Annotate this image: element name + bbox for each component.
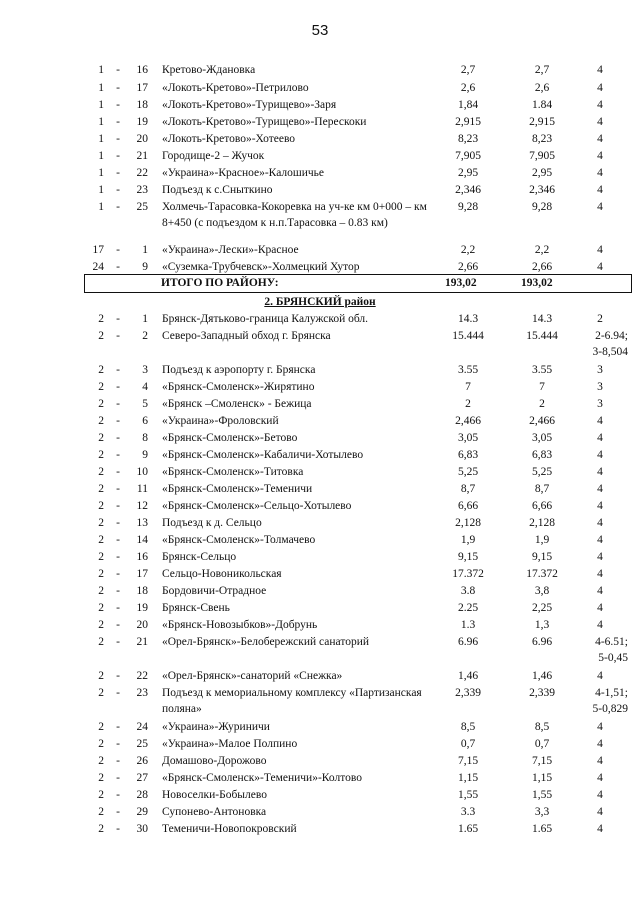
length-value-2: 2,25 [531,602,553,614]
length-value-1: 9,28 [457,201,479,213]
length-value-2: 1,15 [531,772,553,784]
row-dash: - [116,449,120,461]
category-value: 3 [597,364,603,376]
row-dash: - [116,364,120,376]
row-group-number: 2 [98,789,104,801]
road-name: Городище-2 – Жучок [162,150,265,162]
row-dash: - [116,772,120,784]
row-number: 11 [136,483,148,495]
length-value-1: 3.3 [460,806,476,818]
row-group-number: 1 [98,99,104,111]
page-number: 53 [311,22,329,39]
length-value-2: 3.55 [531,364,553,376]
category-value: 4 [597,133,603,145]
row-group-number: 2 [98,534,104,546]
row-number: 5 [142,398,148,410]
road-name: «Брянск –Смоленск» - Бежица [162,398,312,410]
length-value-1: 14.3 [457,313,479,325]
length-value-2: 8,23 [531,133,553,145]
length-value-1: 2,2 [460,244,476,256]
row-group-number: 17 [92,244,104,256]
total-label: ИТОГО ПО РАЙОНУ: [161,277,279,289]
category-value: 4 [597,150,603,162]
row-dash: - [116,398,120,410]
length-value-1: 2,128 [455,517,481,529]
length-value-1: 2,346 [455,184,481,196]
length-value-2: 2,6 [534,82,550,94]
category-value: 2-6.94; 3-8,504 [592,330,628,358]
length-value-1: 7 [465,381,471,393]
row-dash: - [116,313,120,325]
row-group-number: 2 [98,313,104,325]
length-value-1: 1,9 [460,534,476,546]
row-dash: - [116,568,120,580]
row-dash: - [116,82,120,94]
row-number: 6 [142,415,148,427]
category-value: 4 [597,806,603,818]
length-value-2: 2,466 [529,415,555,427]
road-name: Подъезд к мемориальному комплексу «Партизанская поляна» [162,687,422,715]
row-number: 12 [136,500,148,512]
road-name: «Брянск-Смоленск»-Бетово [162,432,298,444]
row-number: 9 [142,261,148,273]
row-number: 24 [136,721,148,733]
road-name: Теменичи-Новопокровский [162,823,297,835]
category-value: 4 [597,619,603,631]
row-group-number: 2 [98,432,104,444]
row-group-number: 2 [98,517,104,529]
row-number: 22 [136,167,148,179]
length-value-1: 3.55 [457,364,479,376]
length-value-1: 3.8 [460,585,476,597]
row-number: 22 [136,670,148,682]
length-value-1: 6.96 [457,636,479,648]
row-group-number: 1 [98,64,104,76]
road-name: «Брянск-Смоленск»-Сельцо-Хотылево [162,500,352,512]
category-value: 4 [597,466,603,478]
row-dash: - [116,534,120,546]
row-group-number: 2 [98,415,104,427]
category-value: 4 [597,261,603,273]
total-value-2: 193,02 [521,277,553,289]
row-dash: - [116,167,120,179]
length-value-1: 2,466 [455,415,481,427]
row-dash: - [116,432,120,444]
row-number: 3 [142,364,148,376]
row-group-number: 2 [98,364,104,376]
length-value-2: 15.444 [526,330,558,342]
row-number: 9 [142,449,148,461]
row-dash: - [116,150,120,162]
length-value-1: 17.372 [452,568,484,580]
road-name: «Суземка-Трубчевск»-Холмецкий Хутор [162,261,360,273]
row-group-number: 2 [98,687,104,699]
row-group-number: 2 [98,381,104,393]
category-value: 4 [597,99,603,111]
row-number: 18 [136,585,148,597]
length-value-1: 8,7 [460,483,476,495]
row-dash: - [116,670,120,682]
length-value-1: 6,83 [457,449,479,461]
length-value-1: 15.444 [452,330,484,342]
road-name: «Брянск-Смоленск»-Кабаличи-Хотылево [162,449,364,461]
road-name: Брянск-Дятьково-граница Калужской обл. [162,313,369,325]
row-group-number: 2 [98,636,104,648]
row-dash: - [116,517,120,529]
length-value-2: 9,15 [531,551,553,563]
road-name: «Брянск-Смоленск»-Теменичи»-Колтово [162,772,362,784]
row-number: 20 [136,133,148,145]
row-group-number: 2 [98,585,104,597]
category-value: 4-6.51; 5-0,45 [595,636,628,664]
length-value-1: 6,66 [457,500,479,512]
road-name: «Украина»-Малое Полпино [162,738,298,750]
row-dash: - [116,721,120,733]
row-dash: - [116,133,120,145]
road-name: Кретово-Ждановка [162,64,256,76]
row-dash: - [116,330,120,342]
length-value-1: 7,15 [457,755,479,767]
row-dash: - [116,99,120,111]
road-name: «Украина»-Журиничи [162,721,270,733]
length-value-1: 1,84 [457,99,479,111]
category-value: 4 [597,116,603,128]
district-total-row [84,274,632,293]
row-group-number: 1 [98,201,104,213]
category-value: 4 [597,772,603,784]
row-dash: - [116,381,120,393]
length-value-2: 14.3 [531,313,553,325]
length-value-1: 7,905 [455,150,481,162]
row-number: 16 [136,551,148,563]
row-group-number: 2 [98,602,104,614]
row-number: 23 [136,687,148,699]
length-value-1: 2,6 [460,82,476,94]
length-value-2: 1,46 [531,670,553,682]
road-name: Холмечь-Тарасовка-Кокоревка на уч-ке км 0+000 – км 8+450 (с подъездом к н.п.Тарасовка – 0.83 км) [162,201,427,229]
category-value: 2 [597,313,603,325]
row-number: 18 [136,99,148,111]
row-group-number: 2 [98,330,104,342]
road-name: «Брянск-Смоленск»-Теменичи [162,483,313,495]
length-value-2: 1,9 [534,534,550,546]
category-value: 4 [597,789,603,801]
length-value-2: 0,7 [534,738,550,750]
row-dash: - [116,466,120,478]
category-value: 4 [597,602,603,614]
category-value: 4 [597,721,603,733]
length-value-2: 8,7 [534,483,550,495]
road-name: «Брянск-Новозыбков»-Добрунь [162,619,318,631]
category-value: 4 [597,551,603,563]
road-name: «Локоть-Кретово»-Турищево»-Перескоки [162,116,367,128]
category-value: 4 [597,500,603,512]
row-number: 17 [136,568,148,580]
row-number: 2 [142,330,148,342]
category-value: 4 [597,82,603,94]
length-value-1: 2,915 [455,116,481,128]
row-group-number: 1 [98,116,104,128]
length-value-2: 6.96 [531,636,553,648]
row-number: 20 [136,619,148,631]
length-value-2: 1.84 [531,99,553,111]
length-value-2: 7,15 [531,755,553,767]
row-dash: - [116,415,120,427]
length-value-1: 2,66 [457,261,479,273]
row-number: 25 [136,201,148,213]
row-group-number: 2 [98,466,104,478]
length-value-1: 1,55 [457,789,479,801]
row-dash: - [116,602,120,614]
row-group-number: 2 [98,806,104,818]
row-number: 1 [142,313,148,325]
district-title: 2. БРЯНСКИЙ район [264,296,376,308]
road-name: «Украина»-Лески»-Красное [162,244,299,256]
row-number: 8 [142,432,148,444]
road-name: «Брянск-Смоленск»-Титовка [162,466,304,478]
length-value-2: 8,5 [534,721,550,733]
road-name: «Локоть-Кретово»-Турищево»-Заря [162,99,337,111]
row-dash: - [116,755,120,767]
length-value-1: 2.25 [457,602,479,614]
length-value-1: 2 [465,398,471,410]
road-name: Супонево-Антоновка [162,806,267,818]
row-number: 21 [136,150,148,162]
row-dash: - [116,806,120,818]
length-value-2: 1.65 [531,823,553,835]
road-name: «Украина»-Фроловский [162,415,279,427]
row-number: 19 [136,602,148,614]
length-value-2: 2,128 [529,517,555,529]
row-group-number: 2 [98,721,104,733]
length-value-1: 8,5 [460,721,476,733]
road-name: Брянск-Свень [162,602,230,614]
length-value-1: 1,15 [457,772,479,784]
length-value-2: 9,28 [531,201,553,213]
row-dash: - [116,585,120,597]
row-dash: - [116,64,120,76]
row-group-number: 2 [98,483,104,495]
row-number: 30 [136,823,148,835]
row-number: 10 [136,466,148,478]
row-dash: - [116,636,120,648]
length-value-2: 1,55 [531,789,553,801]
length-value-2: 7 [539,381,545,393]
category-value: 4 [597,483,603,495]
row-number: 14 [136,534,148,546]
row-group-number: 1 [98,133,104,145]
row-group-number: 2 [98,772,104,784]
road-name: «Брянск-Смоленск»-Толмачево [162,534,316,546]
length-value-1: 1,46 [457,670,479,682]
row-dash: - [116,619,120,631]
row-group-number: 2 [98,823,104,835]
length-value-2: 2,346 [529,184,555,196]
road-name: «Локоть-Кретово»-Петрилово [162,82,309,94]
row-dash: - [116,116,120,128]
length-value-1: 2,339 [455,687,481,699]
length-value-2: 6,83 [531,449,553,461]
category-value: 4 [597,517,603,529]
category-value: 4 [597,64,603,76]
length-value-2: 2 [539,398,545,410]
row-dash: - [116,551,120,563]
road-name: Новоселки-Бобылево [162,789,267,801]
road-name: «Орел-Брянск»-санаторий «Снежка» [162,670,343,682]
row-number: 21 [136,636,148,648]
category-value: 4 [597,585,603,597]
road-name: «Локоть-Кретово»-Хотеево [162,133,296,145]
length-value-2: 5,25 [531,466,553,478]
row-group-number: 2 [98,500,104,512]
length-value-2: 3,8 [534,585,550,597]
row-number: 1 [142,244,148,256]
row-group-number: 2 [98,398,104,410]
row-number: 19 [136,116,148,128]
row-number: 17 [136,82,148,94]
row-group-number: 2 [98,755,104,767]
row-group-number: 2 [98,449,104,461]
road-name: Подъезд к с.Сныткино [162,184,273,196]
category-value: 4 [597,670,603,682]
length-value-1: 1.3 [460,619,476,631]
category-value: 4-1,51; 5-0,829 [592,687,628,715]
row-number: 16 [136,64,148,76]
road-name: Сельцо-Новоникольская [162,568,282,580]
row-dash: - [116,201,120,213]
category-value: 4 [597,534,603,546]
road-name: Северо-Западный обход г. Брянска [162,330,331,342]
row-group-number: 2 [98,551,104,563]
row-number: 28 [136,789,148,801]
length-value-2: 6,66 [531,500,553,512]
category-value: 4 [597,244,603,256]
road-name: Домашово-Дорожово [162,755,267,767]
row-dash: - [116,738,120,750]
length-value-1: 1.65 [457,823,479,835]
row-dash: - [116,184,120,196]
category-value: 4 [597,738,603,750]
row-dash: - [116,789,120,801]
row-group-number: 2 [98,619,104,631]
length-value-1: 0,7 [460,738,476,750]
total-value-1: 193,02 [445,277,477,289]
category-value: 4 [597,449,603,461]
row-number: 26 [136,755,148,767]
length-value-1: 8,23 [457,133,479,145]
row-group-number: 1 [98,167,104,179]
row-group-number: 1 [98,82,104,94]
road-name: Подъезд к д. Сельцо [162,517,262,529]
length-value-1: 2,7 [460,64,476,76]
row-group-number: 2 [98,738,104,750]
row-dash: - [116,500,120,512]
category-value: 4 [597,568,603,580]
row-group-number: 1 [98,184,104,196]
length-value-2: 1,3 [534,619,550,631]
category-value: 3 [597,381,603,393]
length-value-2: 3,3 [534,806,550,818]
row-dash: - [116,244,120,256]
length-value-1: 2,95 [457,167,479,179]
category-value: 4 [597,201,603,213]
category-value: 4 [597,432,603,444]
road-name: Бордовичи-Отрадное [162,585,267,597]
category-value: 4 [597,823,603,835]
category-value: 4 [597,184,603,196]
category-value: 4 [597,167,603,179]
road-name: Подъезд к аэропорту г. Брянска [162,364,316,376]
category-value: 3 [597,398,603,410]
row-group-number: 1 [98,150,104,162]
length-value-2: 7,905 [529,150,555,162]
category-value: 4 [597,755,603,767]
row-group-number: 2 [98,568,104,580]
length-value-1: 3,05 [457,432,479,444]
road-name: «Брянск-Смоленск»-Жирятино [162,381,315,393]
length-value-2: 2,2 [534,244,550,256]
road-name: «Орел-Брянск»-Белобережский санаторий [162,636,370,648]
row-dash: - [116,261,120,273]
length-value-2: 2,339 [529,687,555,699]
row-dash: - [116,687,120,699]
road-name: «Украина»-Красное»-Калошичье [162,167,325,179]
category-value: 4 [597,415,603,427]
length-value-1: 5,25 [457,466,479,478]
row-number: 25 [136,738,148,750]
row-group-number: 24 [92,261,104,273]
length-value-2: 3,05 [531,432,553,444]
row-number: 13 [136,517,148,529]
row-group-number: 2 [98,670,104,682]
row-number: 23 [136,184,148,196]
row-dash: - [116,823,120,835]
length-value-1: 9,15 [457,551,479,563]
length-value-2: 2,95 [531,167,553,179]
length-value-2: 2,7 [534,64,550,76]
length-value-2: 17.372 [526,568,558,580]
row-number: 27 [136,772,148,784]
row-number: 4 [142,381,148,393]
row-number: 29 [136,806,148,818]
length-value-2: 2,915 [529,116,555,128]
row-dash: - [116,483,120,495]
road-name: Брянск-Сельцо [162,551,237,563]
length-value-2: 2,66 [531,261,553,273]
